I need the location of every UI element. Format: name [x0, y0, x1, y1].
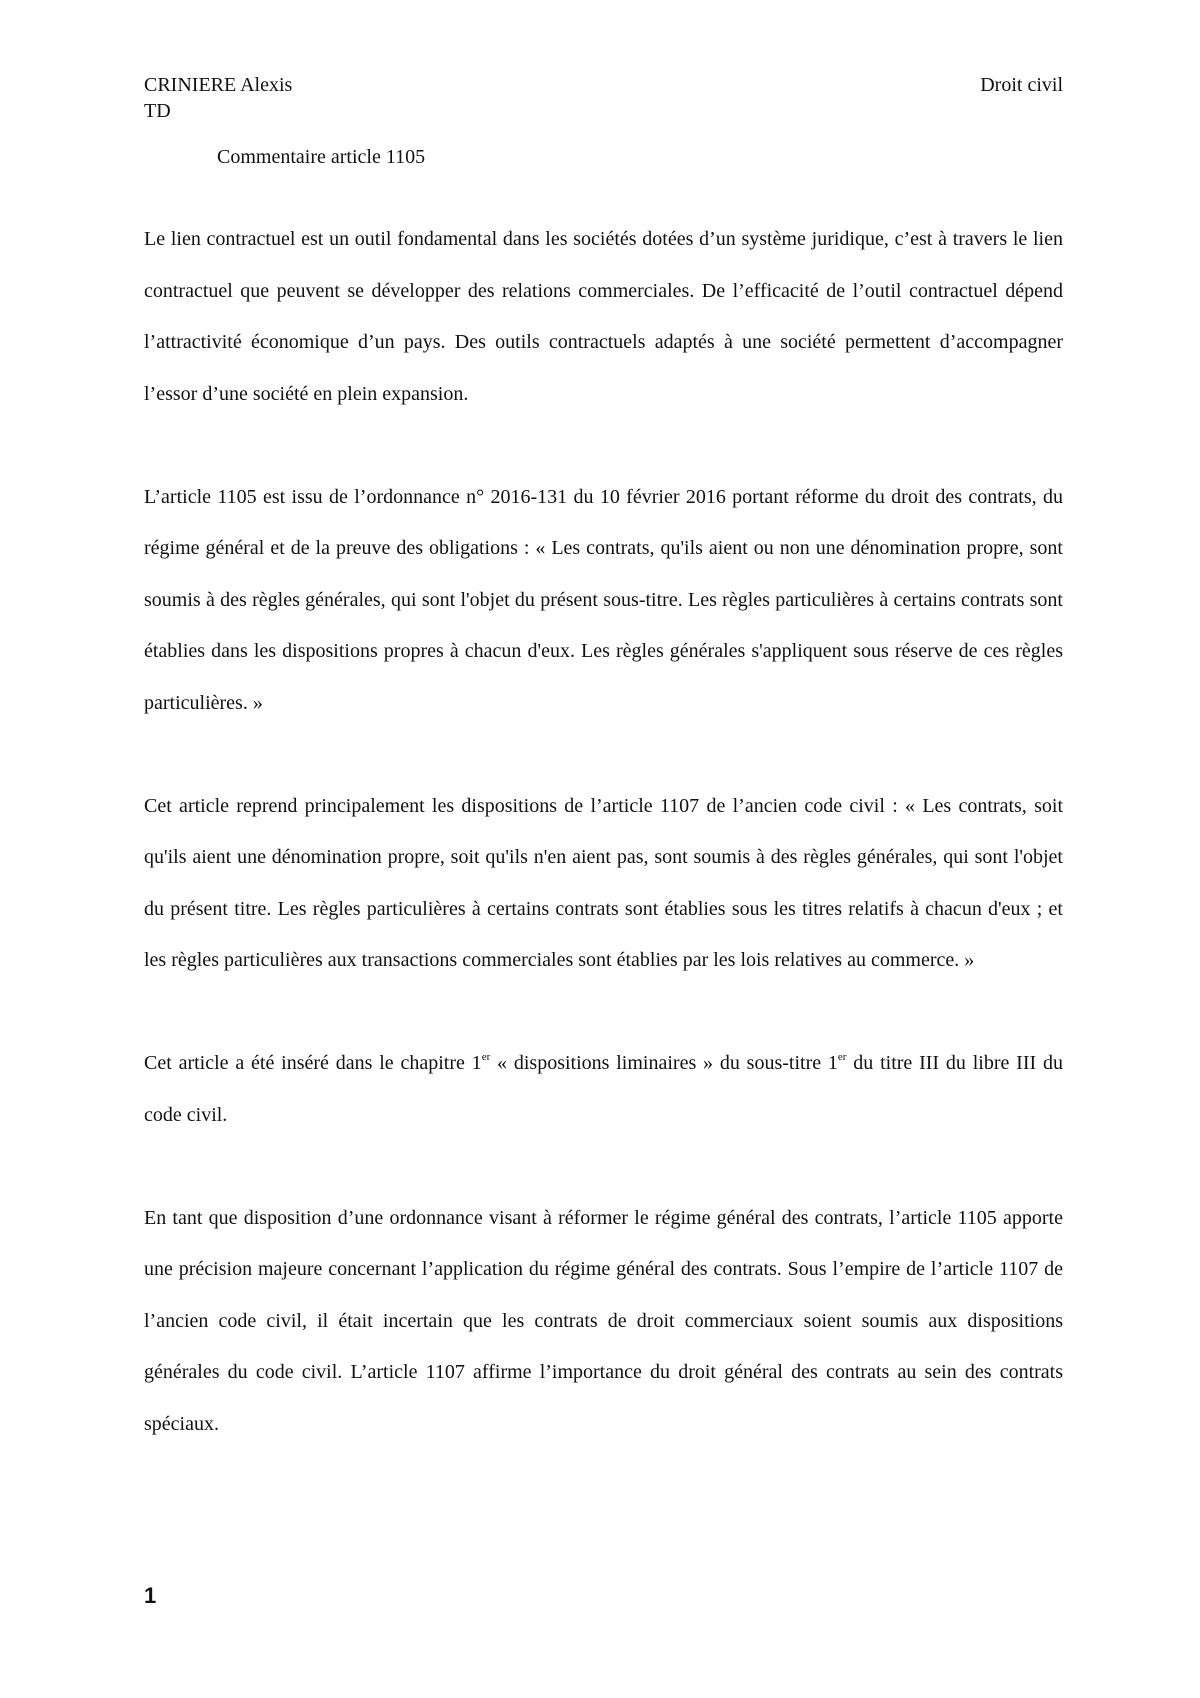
body-text	[144, 214, 1063, 1502]
paragraph-placement	[144, 1038, 1063, 1141]
paragraph-analysis: En tant que disposition d’une ordonnance visant à réformer le régime général des contrats, l’article 1105 apporte une précision majeure concernant l’application du régime général des contrats. Sous l’empire de l’article 1107 de l’ancien code civil, il était incertain que les contrats de droit commerciaux soient soumis aux dispositions générales du code civil. L’article 1107 affirme l’importance du droit général des contrats au sein des contrats spéciaux.	[144, 1206, 1063, 1435]
superscript-er-2: er	[837, 1051, 847, 1063]
header-group: TD	[144, 100, 171, 122]
paragraph-intro: Le lien contractuel est un outil fondamental dans les sociétés dotées d’un système juridique, c’est à travers le lien contractuel que peuvent se développer des relations commerciales. De l’efficacité de l’outil contractuel dépend l’attractivité économique d’un pays. Des outils contractuels adaptés à une société permettent d’accompagner l’essor d’une société en plein expansion.	[144, 228, 1063, 405]
document-title: Commentaire article 1105	[217, 146, 426, 168]
paragraph-former-article: Cet article reprend principalement les dispositions de l’article 1107 de l’ancien code civil : « Les contrats, soit qu'ils aient une dénomination propre, soit qu'ils n'en aient pas, sont soumis à des règles générales, qui sont l'objet du présent titre. Les règles particulières à certains contrats sont établies sous les titres relatifs à chacun d'eux ; et les règles particulières aux transactions commerciales sont établies par les lois relatives au commerce. »	[144, 794, 1063, 971]
paragraph-article-origin: L’article 1105 est issu de l’ordonnance n° 2016-131 du 10 février 2016 portant réforme du droit des contrats, du régime général et de la preuve des obligations : « Les contrats, qu'ils aient ou non une dénomination propre, sont soumis à des règles générales, qui sont l'objet du présent sous-titre. Les règles particulières à certains contrats sont établies dans les dispositions propres à chacun d'eux. Les règles générales s'appliquent sous réserve de ces règles particulières. »	[144, 485, 1063, 714]
page-number: 1	[144, 1583, 157, 1608]
placement-text-a: Cet article a été inséré dans le chapitre 1	[144, 1052, 482, 1074]
header-author: CRINIERE Alexis	[144, 74, 293, 96]
superscript-er-1: er	[481, 1051, 491, 1063]
header-subject: Droit civil	[980, 74, 1063, 96]
placement-text-b: « dispositions liminaires » du sous-titre 1	[490, 1052, 838, 1074]
placement-text-c: du titre III du libre III du code civil.	[144, 1052, 1063, 1126]
